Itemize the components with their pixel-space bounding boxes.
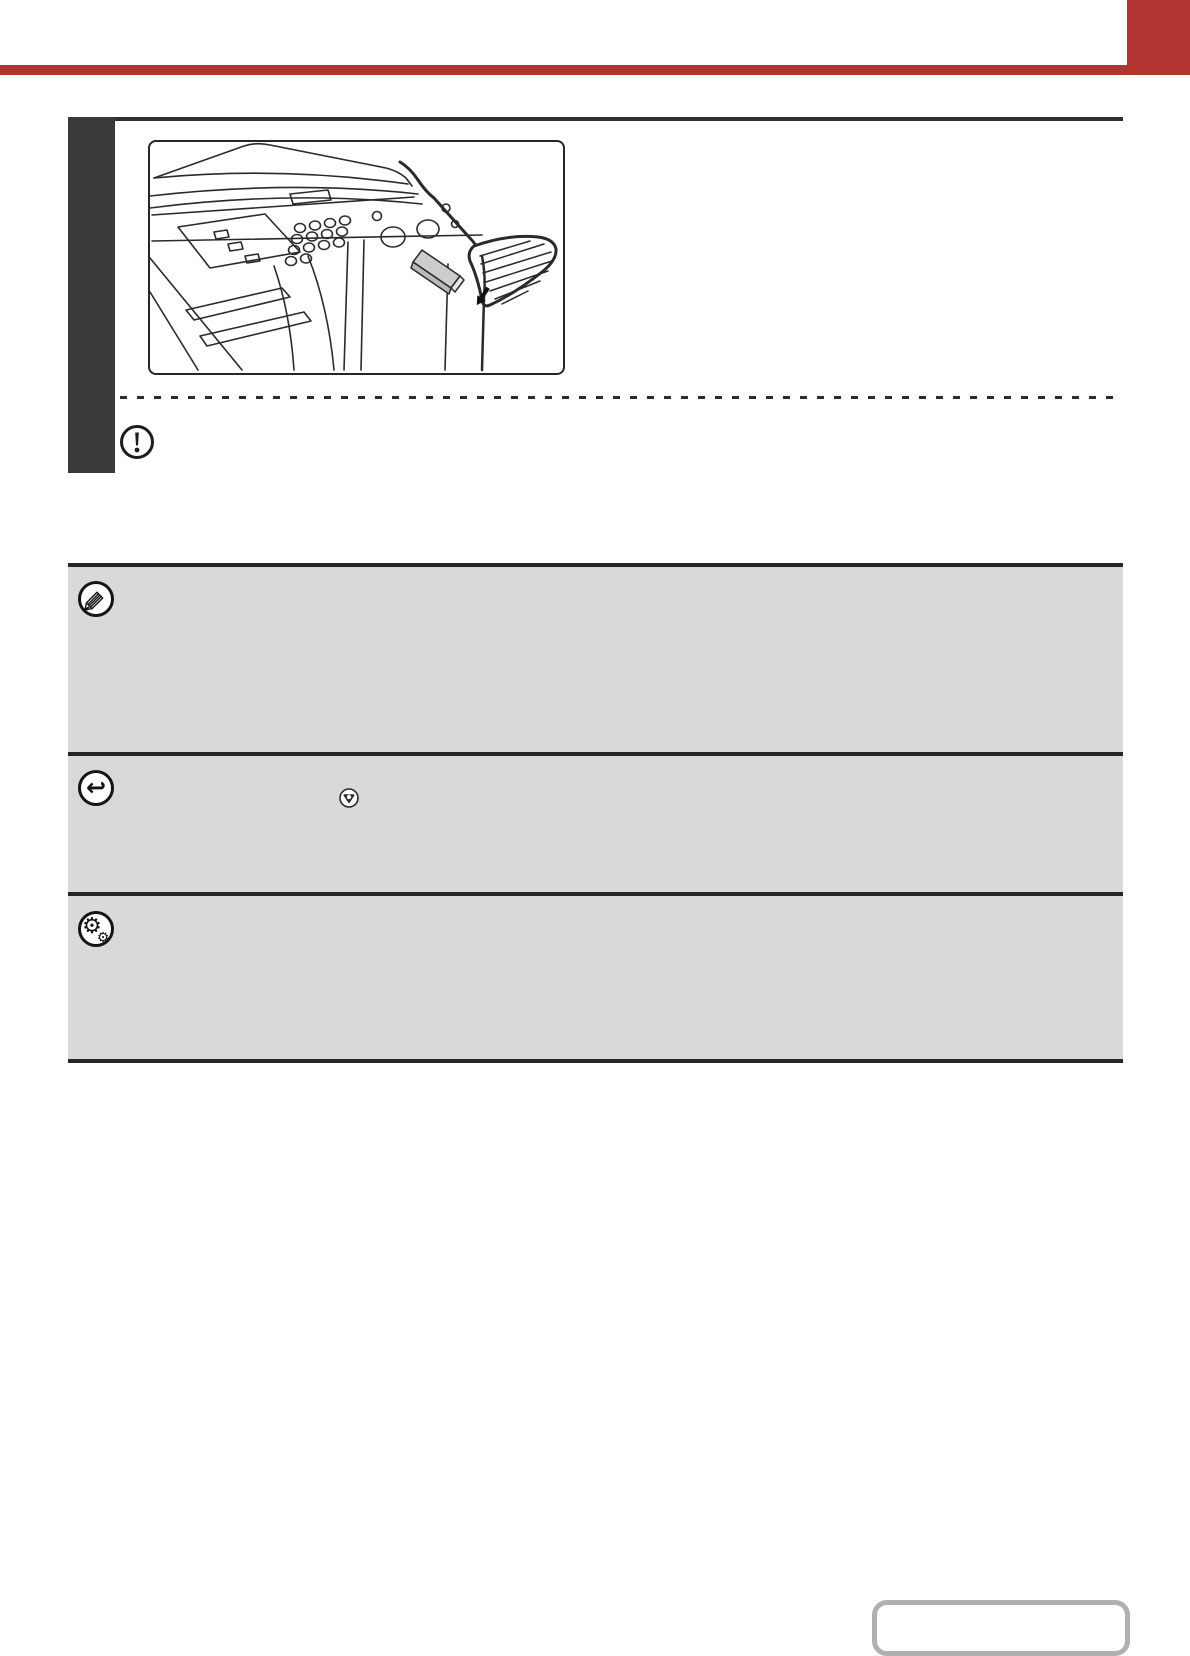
- gears-circle-icon: [77, 910, 115, 948]
- undo-arrow-circle-icon: [77, 769, 115, 807]
- gear-small-glyph: ⚙: [96, 930, 110, 946]
- figure-frame: [148, 140, 565, 375]
- numeric-keypad: [286, 216, 351, 266]
- undo-glyph: ↩: [85, 773, 107, 802]
- gear-large-glyph: ⚙: [82, 914, 102, 939]
- stop-key-icon: [338, 787, 360, 809]
- pencil-circle-icon: [77, 580, 115, 618]
- note-box-cancel: [68, 752, 1123, 892]
- document-feeder: [150, 144, 422, 208]
- dashed-divider: [120, 396, 1116, 399]
- header-accent-bar: [0, 65, 1190, 75]
- copier-illustration: [150, 142, 562, 372]
- page-nav-button[interactable]: [872, 1600, 1130, 1656]
- content-top-rule: [68, 117, 1123, 121]
- chapter-side-tab: [68, 117, 115, 473]
- note-box-memo: [68, 563, 1123, 752]
- body-right-edge: [400, 162, 482, 256]
- note-box-settings: [68, 892, 1123, 1063]
- usb-stick: [411, 250, 464, 294]
- header-corner-block: [1127, 0, 1190, 75]
- warning-exclamation-icon: [119, 424, 155, 460]
